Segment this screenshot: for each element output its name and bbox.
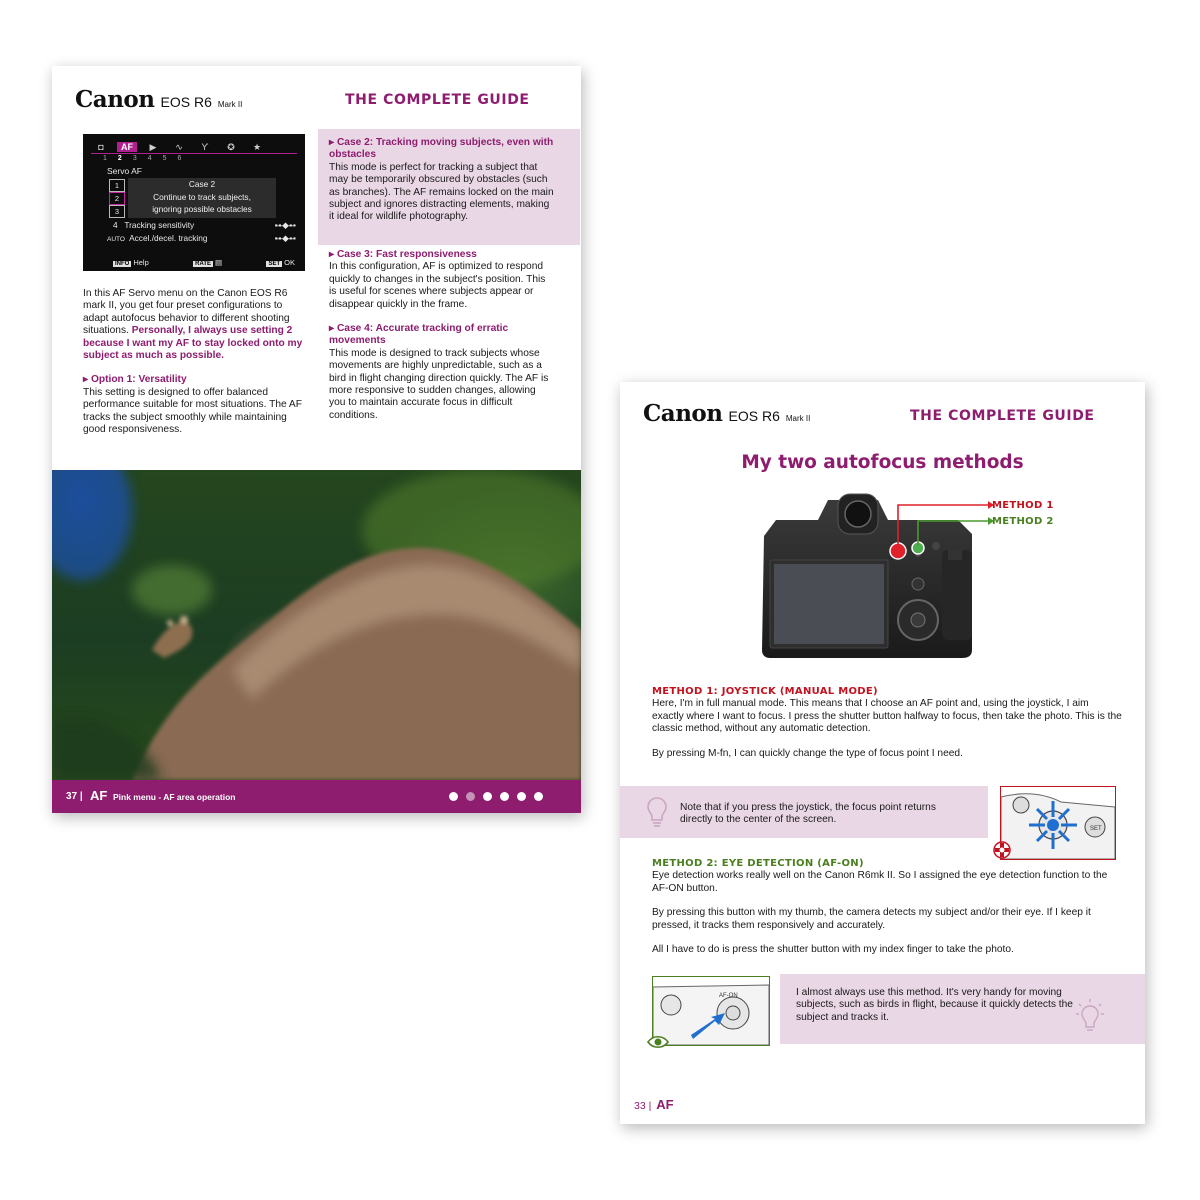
- page-dot[interactable]: [483, 792, 492, 801]
- method2-section: [652, 858, 1122, 956]
- lightbulb-icon: [646, 796, 668, 828]
- note1-text: Note that if you press the joystick, the focus point returns directly to the center of the screen.: [680, 802, 936, 826]
- model-name: EOS R6: [160, 94, 212, 110]
- case2-title: ▸ Case 2: Tracking moving subjects, even with obstacles: [329, 137, 554, 161]
- page-dots: [449, 792, 543, 801]
- servo-af-label: Servo AF: [107, 166, 142, 176]
- page-dot[interactable]: [534, 792, 543, 801]
- case4-body: This mode is designed to track subjects whose movements are highly unpredictable, such as a bird in flight changing direction quickly. The AF is more responsive to sudden changes, allowing you to maintain accurate focus in difficult conditions.: [329, 347, 549, 421]
- row-number: 4: [113, 220, 118, 230]
- info-button-icon: INFO: [115, 261, 130, 267]
- setup-tab-icon: ϒ: [201, 142, 209, 152]
- frog: [152, 616, 192, 658]
- help-label: Help: [133, 258, 149, 267]
- auto-label: AUTO: [107, 236, 125, 243]
- method-pointer-lines: [890, 497, 995, 557]
- joystick-inset: [1000, 786, 1116, 860]
- case-row-1: 1: [109, 179, 125, 192]
- method1-heading: METHOD 1: JOYSTICK (MANUAL MODE): [652, 686, 878, 697]
- camera-af-menu: [83, 134, 305, 271]
- case-line: ignoring possible obstacles: [152, 204, 252, 214]
- custom-tab-icon: ✪: [227, 141, 235, 152]
- page-dot-active[interactable]: [466, 792, 475, 801]
- footer-section: AF: [90, 788, 108, 803]
- method2-body: Eye detection works really well on the Canon R6mk II. So I assigned the eye detection function to the AF-ON button.: [652, 870, 1108, 894]
- case-row-2: 2: [109, 192, 125, 205]
- guide-page-33: [620, 382, 1145, 1124]
- tracking-sensitivity-label: Tracking sensitivity: [124, 220, 195, 230]
- play-tab-icon: ▶: [149, 141, 157, 152]
- canon-wordmark: Canon: [75, 86, 155, 113]
- rate-button-icon: RATE: [195, 261, 212, 267]
- page-number: 37 |: [66, 791, 83, 802]
- intro-paragraph: In this AF Servo menu on the Canon EOS R6 mark II, you get four preset configurations to adapt autofocus behavior to different shooting situations.: [83, 288, 290, 337]
- case2-body: This mode is perfect for tracking a subject that may be temporarily obscured by obstacles (such as branches). The AF remains locked on the main subject and ignores distracting elements, making it ideal for wildlife photography.: [329, 161, 554, 223]
- case-title: Case 2: [188, 179, 216, 189]
- menu-tabs: [91, 140, 297, 154]
- subtab: 4: [147, 155, 152, 162]
- joystick-set-label: SET: [1090, 826, 1102, 832]
- case-row-3: 3: [109, 205, 125, 218]
- canon-logo: [75, 86, 242, 113]
- method1-callout: METHOD 1: [992, 500, 1054, 511]
- model-name: EOS R6: [728, 408, 780, 424]
- page-number: 33 |: [634, 1100, 652, 1112]
- subtab: 2: [117, 155, 122, 162]
- page-dot[interactable]: [500, 792, 509, 801]
- guide-title: THE COMPLETE GUIDE: [910, 408, 1095, 424]
- case2-text: [329, 137, 555, 224]
- page-dot[interactable]: [449, 792, 458, 801]
- ok-label: OK: [284, 258, 295, 267]
- slider-icon: ▪-▪-◆-▪-▪: [274, 220, 295, 230]
- guide-title: THE COMPLETE GUIDE: [345, 92, 530, 108]
- page-footer: [52, 780, 581, 813]
- footer-section: AF: [656, 1097, 674, 1112]
- menu-subtabs: [103, 155, 181, 162]
- menu-bottom-bar: [113, 258, 295, 267]
- afon-illustration: [653, 977, 769, 1045]
- accel-row: [107, 233, 295, 243]
- case4-title: ▸ Case 4: Accurate tracking of erratic movements: [329, 323, 509, 347]
- wireless-tab-icon: ∿: [175, 141, 183, 152]
- model-mark: Mark II: [217, 100, 243, 109]
- case3-title: ▸ Case 3: Fast responsiveness: [329, 249, 477, 260]
- case-line: Continue to track subjects,: [153, 191, 251, 202]
- method1-body: Here, I'm in full manual mode. This means that I choose an AF point and, using the joystick, I aim exactly where I want to focus. I press the shutter button halfway to focus, then take the photo. This is the classic method, without any automatic detection.: [652, 698, 1122, 735]
- method2-body2: By pressing this button with my thumb, the camera detects my subject and/or their eye. If I keep it pressed, it tracks them responsively and accurately.: [652, 907, 1091, 931]
- rate-hint: [193, 258, 222, 267]
- option1-title: ▸ Option 1: Versatility: [83, 374, 187, 386]
- subtab: 5: [162, 155, 167, 162]
- menu-divider: [91, 153, 297, 154]
- method2-callout: METHOD 2: [992, 516, 1054, 527]
- focus-point-icon: [992, 840, 1012, 860]
- note2-text: I almost always use this method. It's very handy for moving subjects, such as birds in flight, because it quickly detects the subject and tracks it.: [796, 987, 1073, 1023]
- intro-text: [83, 288, 307, 436]
- subtab: 1: [103, 155, 107, 162]
- lightbulb-icon: [1075, 998, 1105, 1036]
- list-icon: ▤: [215, 258, 223, 267]
- method1-section: [652, 686, 1122, 760]
- subtab: 6: [177, 155, 182, 162]
- set-button-icon: SET: [268, 261, 281, 267]
- tracking-sensitivity-row: [113, 220, 295, 230]
- option1-body: This setting is designed to offer balanced performance suitable for most situations. The AF tracks the subject smoothly while maintaining good responsiveness.: [83, 386, 302, 436]
- joystick-illustration: [1001, 787, 1115, 859]
- footer-breadcrumb: Pink menu - AF area operation: [113, 792, 236, 802]
- case3-text: [329, 249, 549, 422]
- slider-icon: ▪-▪-◆-▪-▪: [274, 233, 295, 243]
- method2-body3: All I have to do is press the shutter button with my index finger to take the photo.: [652, 944, 1014, 956]
- guide-page-37: [52, 66, 581, 813]
- case-description: [128, 178, 276, 218]
- ok-hint: [266, 258, 295, 267]
- af-tab: AF: [117, 142, 137, 152]
- afon-label: AF-ON: [719, 993, 738, 999]
- page-footer: [634, 1097, 674, 1112]
- canon-wordmark: Canon: [643, 400, 723, 427]
- page-dot[interactable]: [517, 792, 526, 801]
- method1-body2: By pressing M-fn, I can quickly change the type of focus point I need.: [652, 747, 963, 759]
- frog-photo-illustration: [52, 470, 581, 780]
- method2-heading: METHOD 2: EYE DETECTION (AF-ON): [652, 858, 864, 869]
- camera-tab-icon: ◘: [98, 142, 104, 152]
- intro-highlight: Personally, I always use setting 2 because I want my AF to stay locked onto my subject as much as possible.: [83, 325, 303, 362]
- help-hint: [113, 258, 149, 267]
- page-title: My two autofocus methods: [741, 452, 1024, 473]
- frog-photo: [52, 470, 581, 780]
- subtab: 3: [132, 155, 137, 162]
- mymenu-tab-icon: ★: [252, 141, 262, 152]
- case3-body: In this configuration, AF is optimized to respond quickly to changes in the subject's position. This is useful for scenes where subjects appear or disappear quickly in the frame.: [329, 261, 546, 310]
- canon-logo: [643, 400, 810, 427]
- eye-icon: [646, 1032, 670, 1052]
- accel-label: Accel./decel. tracking: [129, 233, 208, 243]
- model-mark: Mark II: [785, 414, 811, 423]
